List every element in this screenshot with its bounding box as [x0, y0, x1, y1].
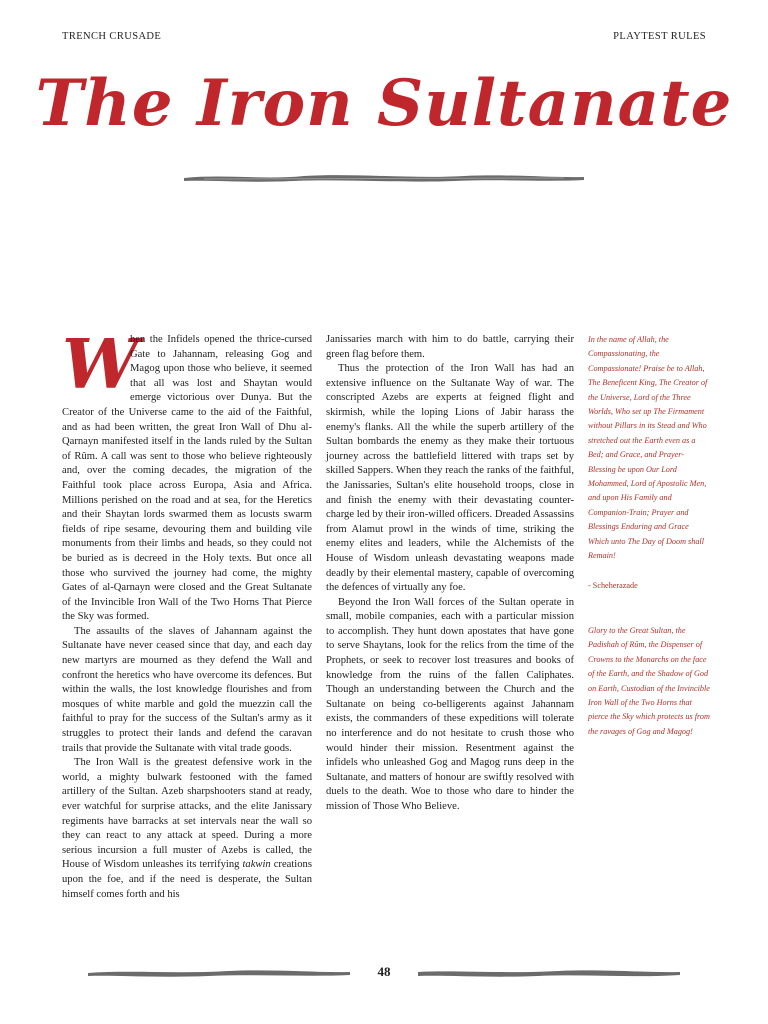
- sidebar-quote-text: In the name of Allah, the Compassionating, the Compassionate! Praise be to Allah, The Beneficent King, The Creator of the Universe, Lord of the Three Worlds, Who set up The Firmament without Pillars in its Stead and Who stretched out the Earth even as a Bed; and Grace, and Prayer-Blessing be upon Our Lord Mohammed, Lord of Apostolic Men, and upon His Family and Companion-Train; Prayer and Blessings Enduring and Grace Which unto The Day of Doom shall Remain!: [588, 335, 708, 561]
- brush-divider-top: [184, 170, 584, 186]
- paragraph: [62, 325, 312, 625]
- sidebar-quote-scheherazade: [588, 333, 710, 564]
- page-title: The Iron Sultanate: [35, 66, 733, 141]
- paragraph: [62, 756, 312, 902]
- brush-divider-bottom-right: [418, 966, 680, 980]
- page-number: 48: [377, 964, 391, 979]
- body-column-left: [62, 325, 312, 902]
- sidebar-quote-attribution: - Scheherazade: [588, 581, 638, 590]
- paragraph: The assaults of the slaves of Jahannam against the Sultanate have never ceased since that day, and each day new martyrs are mourned as they defend the Wall and confront the heretics who have overcome its defences. But within the walls, the lost knowledge flourishes and from mosques of white marble and gold the muezzin call the faithful to pray for the success of the Sultan's army as it struggles to protect their lands and defend the caravan trails that provide the Sultanate with vital trade goods.: [62, 625, 312, 754]
- sidebar-quote-sultan: [588, 624, 710, 739]
- body-column-right: [326, 333, 574, 815]
- emphasis-term: takwin: [242, 859, 271, 871]
- paragraph-text: creations upon the foe, and if the need is desperate, the Sultan himself comes forth and his: [62, 859, 312, 900]
- paragraph: Thus the protection of the Iron Wall has had an extensive influence on the Sultanate Way of war. The conscripted Azebs are experts at feigned flight and skirmish, while the loping Lions of Jabir harass the enemy's flanks. All the while the superb artillery of the Sultan bombards the enemy as they make their tortuous journey across the battlefield littered with traps set by skilled Sappers. When they reach the ranks of the faithful, the Janissaries, Sultan's elite household troops, close in and finish the enemy with their devastating counter-charge led by their iron-willed officers. Dreaded Assassins from Alamut prowl in the winds of time, striking the enemy elites and leaders, while the Alchemists of the House of Wisdom unleash devastating weapons made deadly by their elemental mastery, capable of overcoming the defences of virtually any foe.: [326, 363, 574, 594]
- paragraph-text: hen the Infidels opened the thrice-cursed Gate to Jahannam, releasing Gog and Magog upon those who believe, it seemed that all was lost and Shaytan would emerge victorious over Dunya. But the Creator of the Universe came to the aid of the Faithful, and as had been written, the great Iron Wall of Dhu al-Qarnayn manifested itself in the lands ruled by the Sultan of Rûm. A call was sent to those who believe righteously and, over the coming decades, the migration of the Faithful took place across Europa, Asia and Africa. Millions perished on the road and at sea, for the Heretics and their Shaytan lords swarmed them as locusts swarm fields of ripe sesame, devouring them and building vile monuments from their limbs and heads, so they could not be buried as is decreed in the Holy texts. But once all those who survived the journey had come, the mighty Gates of al-Qarnayn were closed and the Great Sultanate of the Invincible Iron Wall of the Two Horns That Pierce the Sky was formed.: [62, 334, 312, 623]
- paragraph-text: The Iron Wall is the greatest defensive work in the world, a mighty bulwark festooned with the famed artillery of the Sultan. Azeb sharpshooters stand at ready, ever watchful for surprise attacks, and the elite Janissary regiments have barracks at set intervals near the wall so they can react to any attack at speed. During a more serious incursion a full muster of Azebs is called, the House of Wisdom unleashes its terrifying: [62, 757, 312, 871]
- running-head-left: TRENCH CRUSADE: [62, 31, 162, 42]
- running-head-right: PLAYTEST RULES: [613, 31, 706, 42]
- paragraph: Beyond the Iron Wall forces of the Sultan operate in small, mobile companies, each with a particular mission to accomplish. They hunt down apostates that have gone to serve Shaytans, look for the relics from the time of the Prophets, or seek to recover lost treasures and books of knowledge from the ruins of the fallen Caliphates. Though an understanding between the Church and the Sultanate on being co-belligerents against Jahannam exists, the commanders of these expeditions will tolerate no interference and do not hesitate to crush those who would hinder their mission. Resentment against the infidels who unleashed Gog and Magog runs deep in the Sultanate, and matters of honour are swiftly resolved with duels to the death. Woe to those who dare to hinder the mission of Those Who Believe.: [326, 596, 574, 812]
- sidebar-quote-text: Glory to the Great Sultan, the Padishah of Rûm, the Dispenser of Crowns to the Monarchs on the face of the Earth, and the Shadow of God on Earth, Custodian of the Invincible Iron Wall of the Two Horns that pierce the Sky which protects us from the ravages of Gog and Magog!: [588, 626, 710, 736]
- drop-cap: W: [62, 325, 139, 405]
- paragraph: Janissaries march with him to do battle, carrying their green flag before them.: [326, 334, 574, 360]
